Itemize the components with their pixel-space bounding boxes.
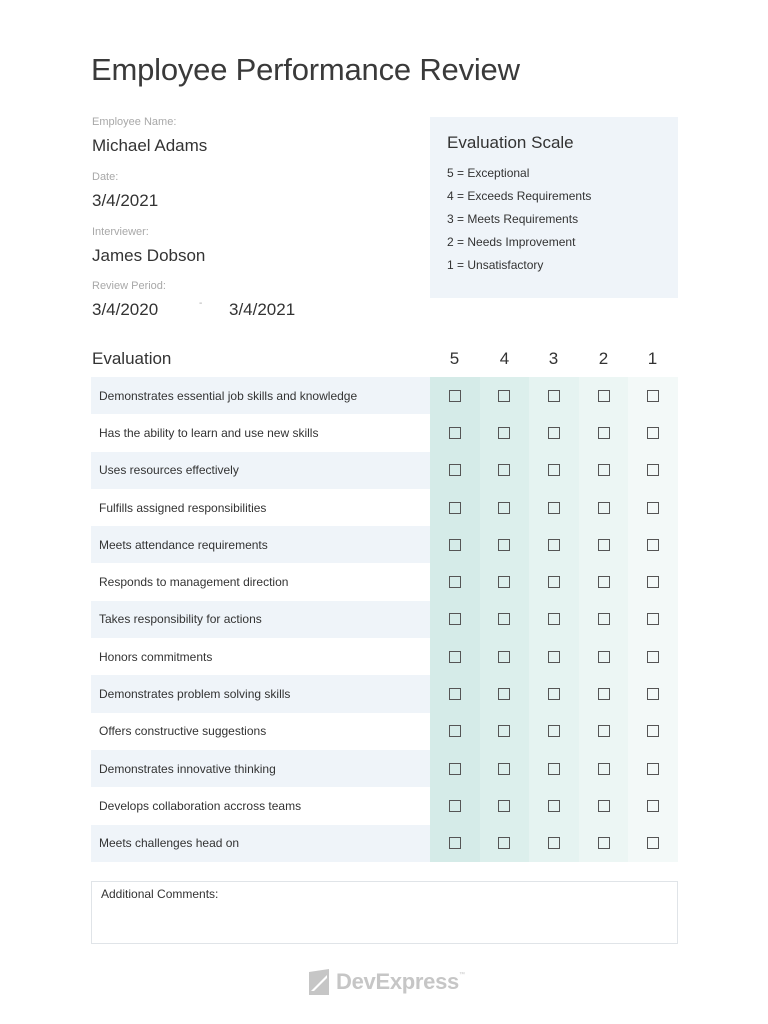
rating-cell-1	[628, 825, 678, 862]
review-period-separator: -	[199, 298, 203, 309]
rating-cell-1	[628, 377, 678, 414]
rating-checkbox-2[interactable]	[598, 763, 610, 775]
rating-checkbox-2[interactable]	[598, 502, 610, 514]
criterion-label: Takes responsibility for actions	[99, 612, 262, 627]
table-row	[91, 452, 678, 489]
review-period-start: 3/4/2020	[92, 300, 159, 319]
rating-cell-1	[628, 489, 678, 526]
rating-cell-4	[480, 563, 530, 600]
scale-item-1: 1 = Unsatisfactory	[447, 258, 544, 272]
rating-header-2: 2	[598, 349, 609, 368]
employee-name-value: Michael Adams	[92, 136, 208, 155]
rating-cell-3	[529, 489, 579, 526]
rating-cell-3	[529, 825, 579, 862]
rating-checkbox-5[interactable]	[449, 725, 461, 737]
rating-cell-2	[579, 377, 629, 414]
rating-cell-1	[628, 414, 678, 451]
rating-cell-4	[480, 750, 530, 787]
rating-checkbox-5[interactable]	[449, 427, 461, 439]
rating-cell-5	[430, 825, 480, 862]
rating-cell-1	[628, 452, 678, 489]
scale-item-4: 4 = Exceeds Requirements	[447, 189, 592, 203]
devexpress-logo	[307, 968, 465, 996]
table-row	[91, 713, 678, 750]
rating-cell-4	[480, 452, 530, 489]
rating-cell-4	[480, 825, 530, 862]
rating-cell-3	[529, 563, 579, 600]
rating-checkbox-1[interactable]	[647, 688, 659, 700]
rating-cell-1	[628, 601, 678, 638]
rating-cell-2	[579, 489, 629, 526]
rating-checkbox-5[interactable]	[449, 539, 461, 551]
rating-cell-4	[480, 489, 530, 526]
date-value: 3/4/2021	[92, 191, 159, 210]
devexpress-logo-tm: ™	[458, 972, 465, 978]
rating-cell-4	[480, 414, 530, 451]
rating-checkbox-2[interactable]	[598, 427, 610, 439]
rating-checkbox-1[interactable]	[647, 837, 659, 849]
rating-cell-4	[480, 638, 530, 675]
table-row	[91, 750, 678, 787]
devexpress-logo-icon	[307, 969, 331, 995]
rating-cell-5	[430, 489, 480, 526]
rating-cell-2	[579, 675, 629, 712]
rating-checkbox-2[interactable]	[598, 539, 610, 551]
rating-checkbox-1[interactable]	[647, 763, 659, 775]
rating-cell-2	[579, 452, 629, 489]
page-title: Employee Performance Review	[91, 52, 520, 87]
table-row	[91, 825, 678, 862]
additional-comments-label: Additional Comments:	[101, 887, 219, 901]
table-row	[91, 563, 678, 600]
criterion-label: Uses resources effectively	[99, 463, 239, 478]
evaluation-scale-title: Evaluation Scale	[447, 133, 574, 152]
rating-cell-4	[480, 675, 530, 712]
rating-checkbox-2[interactable]	[598, 837, 610, 849]
rating-checkbox-3[interactable]	[548, 613, 560, 625]
rating-checkbox-1[interactable]	[647, 613, 659, 625]
table-row	[91, 526, 678, 563]
rating-checkbox-3[interactable]	[548, 725, 560, 737]
rating-checkbox-3[interactable]	[548, 390, 560, 402]
criterion-label: Honors commitments	[99, 649, 213, 664]
rating-checkbox-4[interactable]	[498, 725, 510, 737]
rating-checkbox-2[interactable]	[598, 651, 610, 663]
rating-cell-3	[529, 526, 579, 563]
rating-cell-2	[579, 563, 629, 600]
rating-checkbox-5[interactable]	[449, 613, 461, 625]
rating-cell-1	[628, 526, 678, 563]
rating-header-4: 4	[499, 349, 510, 368]
rating-checkbox-5[interactable]	[449, 651, 461, 663]
evaluation-header: Evaluation	[92, 349, 172, 368]
rating-cell-1	[628, 638, 678, 675]
rating-cell-5	[430, 563, 480, 600]
rating-checkbox-4[interactable]	[498, 800, 510, 812]
rating-cell-4	[480, 526, 530, 563]
rating-checkbox-2[interactable]	[598, 464, 610, 476]
rating-cell-3	[529, 414, 579, 451]
rating-cell-2	[579, 526, 629, 563]
table-row	[91, 601, 678, 638]
criterion-label: Meets attendance requirements	[99, 537, 268, 552]
criterion-label: Demonstrates problem solving skills	[99, 687, 291, 702]
rating-checkbox-4[interactable]	[498, 576, 510, 588]
rating-checkbox-1[interactable]	[647, 725, 659, 737]
table-row	[91, 414, 678, 451]
rating-cell-3	[529, 452, 579, 489]
rating-cell-1	[628, 563, 678, 600]
evaluation-scale-box	[430, 117, 678, 298]
rating-checkbox-1[interactable]	[647, 576, 659, 588]
scale-item-2: 2 = Needs Improvement	[447, 235, 576, 249]
rating-checkbox-3[interactable]	[548, 576, 560, 588]
scale-item-5: 5 = Exceptional	[447, 166, 530, 180]
rating-cell-2	[579, 750, 629, 787]
criterion-label: Responds to management direction	[99, 575, 289, 590]
rating-checkbox-4[interactable]	[498, 427, 510, 439]
rating-checkbox-3[interactable]	[548, 763, 560, 775]
rating-checkbox-2[interactable]	[598, 613, 610, 625]
rating-cell-5	[430, 713, 480, 750]
rating-cell-1	[628, 750, 678, 787]
date-label: Date:	[92, 171, 119, 183]
rating-header-5: 5	[449, 349, 460, 368]
criterion-label: Develops collaboration accross teams	[99, 798, 302, 813]
rating-cell-5	[430, 675, 480, 712]
rating-cell-1	[628, 787, 678, 824]
table-row	[91, 787, 678, 824]
rating-checkbox-2[interactable]	[598, 390, 610, 402]
rating-checkbox-4[interactable]	[498, 464, 510, 476]
criterion-label: Demonstrates innovative thinking	[99, 761, 276, 776]
rating-cell-2	[579, 825, 629, 862]
review-period-end: 3/4/2021	[229, 300, 296, 319]
rating-cell-5	[430, 638, 480, 675]
rating-cell-4	[480, 787, 530, 824]
rating-cell-3	[529, 638, 579, 675]
interviewer-label: Interviewer:	[92, 226, 149, 238]
rating-checkbox-3[interactable]	[548, 800, 560, 812]
rating-checkbox-2[interactable]	[598, 800, 610, 812]
review-period-label: Review Period:	[92, 280, 166, 292]
employee-name-label: Employee Name:	[92, 116, 177, 128]
rating-cell-5	[430, 526, 480, 563]
rating-checkbox-3[interactable]	[548, 688, 560, 700]
rating-checkbox-5[interactable]	[449, 464, 461, 476]
rating-checkbox-2[interactable]	[598, 688, 610, 700]
rating-cell-2	[579, 414, 629, 451]
rating-cell-5	[430, 377, 480, 414]
rating-checkbox-1[interactable]	[647, 800, 659, 812]
rating-cell-3	[529, 601, 579, 638]
rating-cell-2	[579, 601, 629, 638]
rating-checkbox-4[interactable]	[498, 651, 510, 663]
rating-cell-3	[529, 787, 579, 824]
rating-checkbox-3[interactable]	[548, 539, 560, 551]
criterion-label: Has the ability to learn and use new skills	[99, 425, 319, 440]
rating-cell-5	[430, 452, 480, 489]
rating-checkbox-3[interactable]	[548, 837, 560, 849]
rating-checkbox-2[interactable]	[598, 725, 610, 737]
devexpress-logo-text: DevExpress	[336, 969, 459, 994]
rating-checkbox-4[interactable]	[498, 763, 510, 775]
rating-cell-1	[628, 713, 678, 750]
rating-cell-3	[529, 675, 579, 712]
rating-cell-1	[628, 675, 678, 712]
additional-comments-box[interactable]	[91, 881, 678, 944]
rating-checkbox-5[interactable]	[449, 800, 461, 812]
table-row	[91, 638, 678, 675]
interviewer-value: James Dobson	[92, 246, 206, 265]
rating-checkbox-1[interactable]	[647, 427, 659, 439]
rating-header-3: 3	[548, 349, 559, 368]
rating-checkbox-4[interactable]	[498, 502, 510, 514]
rating-checkbox-1[interactable]	[647, 502, 659, 514]
rating-checkbox-5[interactable]	[449, 763, 461, 775]
rating-checkbox-3[interactable]	[548, 427, 560, 439]
rating-cell-3	[529, 377, 579, 414]
evaluation-table	[91, 377, 678, 862]
rating-cell-3	[529, 713, 579, 750]
rating-checkbox-4[interactable]	[498, 390, 510, 402]
rating-cell-2	[579, 638, 629, 675]
rating-cell-5	[430, 750, 480, 787]
rating-checkbox-1[interactable]	[647, 464, 659, 476]
rating-checkbox-5[interactable]	[449, 576, 461, 588]
criterion-label: Demonstrates essential job skills and knowledge	[99, 388, 358, 403]
rating-cell-3	[529, 750, 579, 787]
rating-checkbox-5[interactable]	[449, 502, 461, 514]
rating-checkbox-4[interactable]	[498, 613, 510, 625]
scale-item-3: 3 = Meets Requirements	[447, 212, 579, 226]
rating-cell-5	[430, 414, 480, 451]
rating-checkbox-3[interactable]	[548, 502, 560, 514]
criterion-label: Offers constructive suggestions	[99, 724, 267, 739]
rating-checkbox-5[interactable]	[449, 837, 461, 849]
rating-checkbox-4[interactable]	[498, 837, 510, 849]
rating-checkbox-2[interactable]	[598, 576, 610, 588]
rating-header-1: 1	[647, 349, 658, 368]
rating-checkbox-1[interactable]	[647, 539, 659, 551]
rating-cell-2	[579, 787, 629, 824]
table-row	[91, 675, 678, 712]
rating-cell-4	[480, 377, 530, 414]
rating-checkbox-4[interactable]	[498, 539, 510, 551]
criterion-label: Meets challenges head on	[99, 836, 240, 851]
rating-checkbox-3[interactable]	[548, 464, 560, 476]
rating-cell-2	[579, 713, 629, 750]
rating-cell-4	[480, 601, 530, 638]
rating-checkbox-3[interactable]	[548, 651, 560, 663]
table-row	[91, 489, 678, 526]
rating-checkbox-5[interactable]	[449, 390, 461, 402]
criterion-label: Fulfills assigned responsibilities	[99, 500, 267, 515]
rating-cell-5	[430, 601, 480, 638]
rating-checkbox-1[interactable]	[647, 390, 659, 402]
rating-cell-5	[430, 787, 480, 824]
rating-checkbox-5[interactable]	[449, 688, 461, 700]
table-row	[91, 377, 678, 414]
rating-checkbox-4[interactable]	[498, 688, 510, 700]
rating-cell-4	[480, 713, 530, 750]
rating-checkbox-1[interactable]	[647, 651, 659, 663]
